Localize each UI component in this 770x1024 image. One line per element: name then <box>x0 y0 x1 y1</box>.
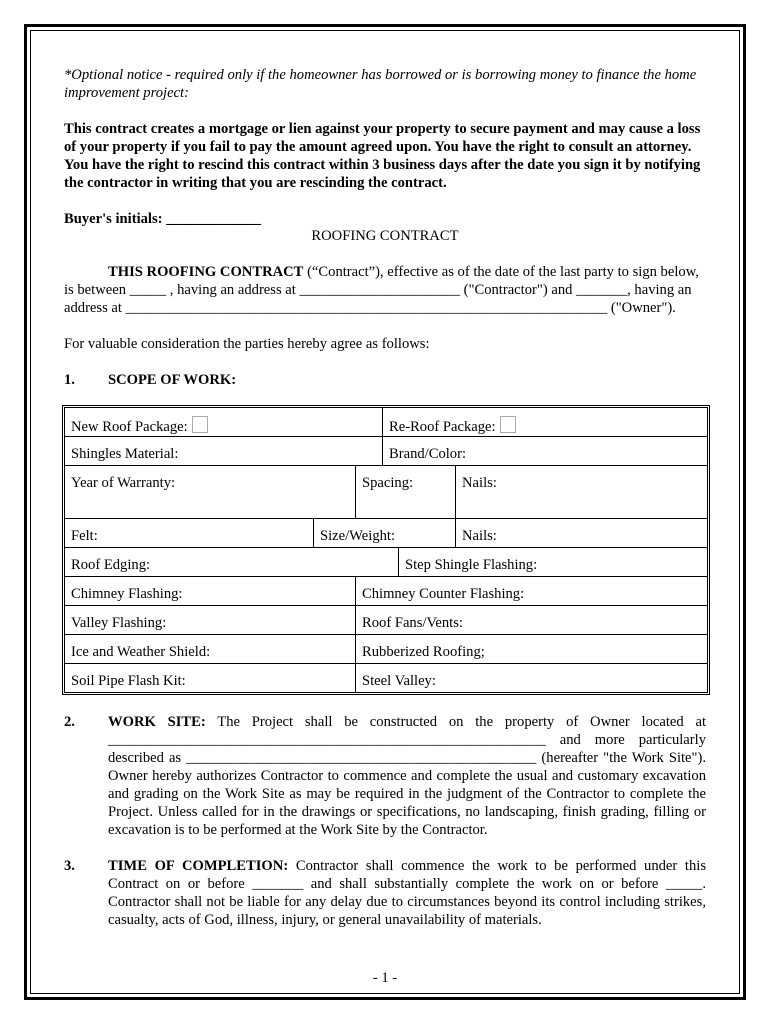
table-row <box>65 466 707 519</box>
table-row <box>65 664 707 692</box>
section-3-body <box>108 857 706 929</box>
section-2-work-site <box>64 713 706 839</box>
felt-field[interactable]: Felt: <box>71 528 98 544</box>
section-2-text: The Project shall be constructed on the property of Owner located at ____________________________________________________________ and more particularly described as ________________________________________________ (hereafter "the Work Site"). Owner hereby authorizes Contractor to commence and complete the usual and customary excavation and grading on the Work Site as may be required in the judgment of the Contractor to complete the Project. Unless called for in the drawings or specifications, no landscaping, finish grading, filling or excavation is to be performed at the Work Site by the Contractor. <box>108 714 706 838</box>
shingles-material-field[interactable]: Shingles Material: <box>71 446 179 462</box>
section-3-text: Contractor shall commence the work to be performed under this Contract on or before _______ and shall substantially complete the work on or before _____. Contractor shall not be liable for any delay due to circumstances beyond its control including strikes, casualty, acts of God, illness, injury, or general unavailability of materials. <box>108 858 707 928</box>
warranty-field[interactable]: Year of Warranty: <box>71 475 176 491</box>
buyer-initials: Buyer's initials: _____________ <box>64 211 262 227</box>
table-row <box>65 635 707 664</box>
table-row <box>65 606 707 635</box>
section-1-heading <box>64 371 706 389</box>
section-3-heading: TIME OF COMPLETION: <box>108 858 289 874</box>
spacing-field[interactable]: Spacing: <box>355 466 455 518</box>
chimney-flashing-field[interactable]: Chimney Flashing: <box>71 586 183 602</box>
scope-of-work-table <box>62 405 710 695</box>
consideration-text: For valuable consideration the parties hereby agree as follows: <box>64 336 430 352</box>
lien-warning: This contract creates a mortgage or lien against your property to secure payment and may cause a loss of your property if you fail to pay the amount agreed upon. You have the right to consult an attorney. You have the right to rescind this contract within 3 business days after the date you sign it by notifying the contractor in writing that you are rescinding the contract. <box>64 121 701 191</box>
size-weight-field[interactable]: Size/Weight: <box>313 519 455 547</box>
intro-text: (“Contract”), effective as of the date of the last party to sign below, is between _____ , having an address at ______________________ ("Contractor") and _______, having an address at __________________________________________________________________ ("Owner"). <box>64 264 699 316</box>
re-roof-package-label: Re-Roof Package: <box>389 419 496 435</box>
table-row <box>65 519 707 548</box>
step-shingle-flashing-field[interactable]: Step Shingle Flashing: <box>398 548 707 576</box>
brand-color-field[interactable]: Brand/Color: <box>382 437 707 465</box>
section-3-number: 3. <box>64 858 75 874</box>
section-2-heading: WORK SITE: <box>108 714 206 730</box>
optional-notice: *Optional notice - required only if the homeowner has borrowed or is borrowing money to finance the home improvement project: <box>64 67 697 101</box>
intro-bold: THIS ROOFING CONTRACT <box>108 264 304 280</box>
section-3-time-of-completion <box>64 857 706 929</box>
ice-weather-shield-field[interactable]: Ice and Weather Shield: <box>71 644 211 660</box>
table-row <box>65 408 707 437</box>
table-row <box>65 437 707 466</box>
table-row <box>65 548 707 577</box>
section-2-number: 2. <box>64 714 75 730</box>
page-number: - 1 - <box>372 970 398 986</box>
new-roof-package-label: New Roof Package: <box>71 419 188 435</box>
section-1-number: 1. <box>64 372 75 388</box>
document-body <box>64 66 706 929</box>
valley-flashing-field[interactable]: Valley Flashing: <box>71 615 167 631</box>
table-row <box>65 577 707 606</box>
chimney-counter-flashing-field[interactable]: Chimney Counter Flashing: <box>355 577 707 605</box>
roof-edging-field[interactable]: Roof Edging: <box>71 557 151 573</box>
felt-nails-field[interactable]: Nails: <box>455 519 707 547</box>
document-title: ROOFING CONTRACT <box>311 228 459 244</box>
soil-pipe-flash-kit-field[interactable]: Soil Pipe Flash Kit: <box>71 673 186 689</box>
re-roof-package-checkbox[interactable] <box>500 416 516 433</box>
roof-fans-vents-field[interactable]: Roof Fans/Vents: <box>355 606 707 634</box>
section-2-body <box>108 713 706 839</box>
intro-paragraph <box>64 263 706 317</box>
nails-field[interactable]: Nails: <box>455 466 707 518</box>
section-1-title: SCOPE OF WORK: <box>108 372 237 388</box>
re-roof-package-cell <box>382 408 707 436</box>
rubberized-roofing-field[interactable]: Rubberized Roofing; <box>355 635 707 663</box>
new-roof-package-cell <box>65 408 382 436</box>
steel-valley-field[interactable]: Steel Valley: <box>355 664 707 692</box>
new-roof-package-checkbox[interactable] <box>192 416 208 433</box>
